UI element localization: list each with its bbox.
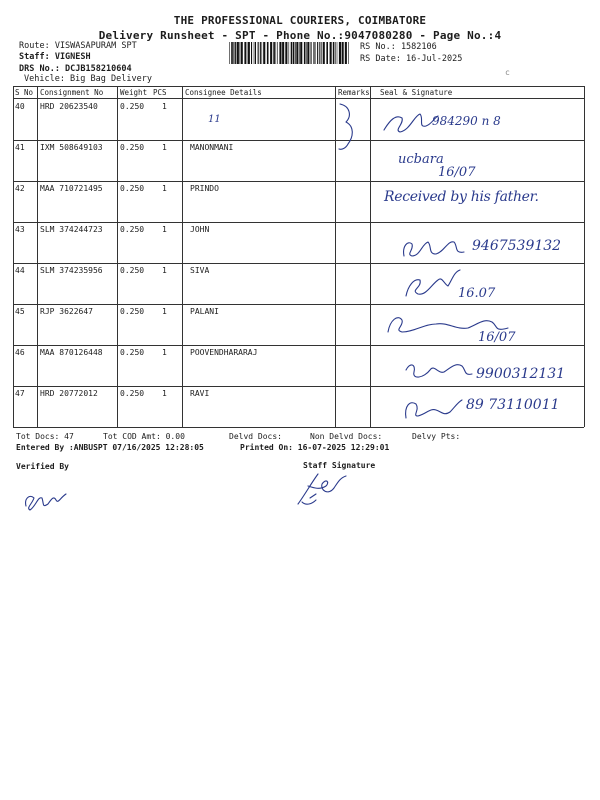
row-sno: 45 (15, 307, 25, 316)
staff-label: Staff: VIGNESH (19, 52, 91, 62)
barcode-bar (247, 42, 248, 64)
barcode-bar (260, 42, 261, 64)
remarks-brace-scribble (336, 100, 364, 152)
row-consignee: PALANI (190, 307, 219, 316)
barcode-bar (235, 42, 236, 64)
barcode-bar (307, 42, 309, 64)
barcode-bar (282, 42, 284, 64)
signature-scribble (398, 234, 468, 264)
vehicle-label: Vehicle: Big Bag Delivery (24, 74, 152, 84)
barcode-bar (279, 42, 281, 64)
col-header-sno: S No (15, 88, 34, 97)
barcode-bar (241, 42, 243, 64)
barcode-bar (277, 42, 278, 64)
col-rule (13, 86, 14, 427)
row-consignment: IXM 508649103 (40, 143, 103, 152)
col-header-pcs: PCS (153, 88, 167, 97)
row-consignee: JOHN (190, 225, 210, 234)
barcode-bar (339, 42, 341, 64)
handwritten-phone: 984290 n 8 (432, 114, 501, 128)
col-rule (182, 86, 183, 427)
barcode-bar (262, 42, 263, 64)
runsheet-subtitle: Delivery Runsheet - SPT - Phone No.:9047080280 - Page No.:4 (98, 29, 502, 42)
barcode-bar (251, 42, 252, 64)
barcode-bar (311, 42, 312, 64)
row-sno: 46 (15, 348, 25, 357)
row-consignee: SIVA (190, 266, 210, 275)
barcode-bar (289, 42, 290, 64)
col-header-consignee: Consignee Details (185, 88, 262, 97)
barcode-bar (254, 42, 255, 64)
col-rule (37, 86, 38, 427)
barcode-bar (326, 42, 328, 64)
row-weight: 0.250 (120, 102, 145, 111)
row-consignment: MAA 870126448 (40, 348, 103, 357)
handwritten-date: 16/07 (478, 330, 516, 345)
table-header-rule (13, 98, 584, 99)
row-consignee: MANONMANI (190, 143, 234, 152)
row-sno: 47 (15, 389, 25, 398)
stray-mark: c (505, 68, 510, 77)
col-header-seal-signature: Seal & Signature (380, 88, 453, 97)
row-sno: 44 (15, 266, 25, 275)
row-consignment: RJP 3622647 (40, 307, 93, 316)
col-header-remarks: Remarks (338, 88, 370, 97)
verifier-signature (20, 476, 70, 516)
barcode-bar (342, 42, 344, 64)
row-pcs: 1 (162, 143, 167, 152)
row-pcs: 1 (162, 389, 167, 398)
barcode-bar (306, 42, 307, 64)
barcode-bar (233, 42, 234, 64)
row-sno: 40 (15, 102, 25, 111)
row-divider (13, 345, 584, 346)
company-title: THE PROFESSIONAL COURIERS, COIMBATORE (173, 14, 427, 27)
signature-scribble (400, 352, 476, 384)
barcode-bar (333, 42, 335, 64)
barcode-bar (270, 42, 272, 64)
col-header-consignment: Consignment No (40, 88, 104, 97)
col-rule (117, 86, 118, 427)
row-weight: 0.250 (120, 266, 145, 275)
barcode-bar (248, 42, 250, 64)
handwritten-phone: 9900312131 (476, 366, 566, 382)
row-consignment: SLM 374235956 (40, 266, 103, 275)
row-sno: 43 (15, 225, 25, 234)
table-bottom-rule (13, 427, 584, 428)
delivered-docs: Delvd Docs: (229, 432, 282, 441)
barcode-bar (317, 42, 318, 64)
barcode-bar (300, 42, 302, 64)
signature-scribble (400, 394, 464, 424)
barcode-bar (240, 42, 241, 64)
barcode-bar (323, 42, 325, 64)
barcode-bar (299, 42, 300, 64)
barcode-bar (314, 42, 315, 64)
rs-date: RS Date: 16-Jul-2025 (360, 54, 463, 64)
barcode-bar (276, 42, 277, 64)
row-consignment: HRD 20623540 (40, 102, 98, 111)
barcode-bar (304, 42, 306, 64)
barcode-bar (267, 42, 269, 64)
delivery-points: Delvy Pts: (412, 432, 461, 441)
barcode-bar (335, 42, 336, 64)
drs-number: DRS No.: DCJB158210604 (19, 64, 132, 74)
table-top-rule (13, 86, 584, 87)
barcode-bar (231, 42, 233, 64)
barcode-bar (229, 42, 230, 64)
barcode-bar (263, 42, 265, 64)
row-pcs: 1 (162, 348, 167, 357)
row-divider (13, 222, 584, 223)
row-consignment: HRD 20772012 (40, 389, 98, 398)
row-pcs: 1 (162, 102, 167, 111)
handwritten-phone: 89 73110011 (466, 397, 560, 413)
row-weight: 0.250 (120, 143, 145, 152)
row-divider (13, 386, 584, 387)
barcode-bar (273, 42, 275, 64)
row-pcs: 1 (162, 225, 167, 234)
row-divider (13, 304, 584, 305)
handwritten-date: 16.07 (458, 286, 496, 301)
signature-scribble (380, 106, 440, 138)
row-pcs: 1 (162, 184, 167, 193)
staff-signature-label: Staff Signature (303, 461, 376, 470)
row-weight: 0.250 (120, 225, 145, 234)
barcode-bar (319, 42, 320, 64)
rs-number: RS No.: 1582106 (360, 42, 437, 52)
row-sno: 42 (15, 184, 25, 193)
total-cod-amount: Tot COD Amt: 0.00 (103, 432, 185, 441)
barcode-bar (345, 42, 347, 64)
row-sno: 41 (15, 143, 25, 152)
row-consignment: MAA 710721495 (40, 184, 103, 193)
row-pcs: 1 (162, 307, 167, 316)
row-weight: 0.250 (120, 348, 145, 357)
row-consignee: RAVI (190, 389, 210, 398)
barcode-bar (295, 42, 296, 64)
entered-by: Entered By :ANBUSPT 07/16/2025 12:28:05 (16, 443, 204, 452)
col-rule (370, 86, 371, 427)
row-pcs: 1 (162, 266, 167, 275)
col-header-weight: Weight (120, 88, 148, 97)
row-divider (13, 263, 584, 264)
barcode-bar (313, 42, 314, 64)
barcode-bar (285, 42, 287, 64)
row-divider (13, 181, 584, 182)
printed-on: Printed On: 16-07-2025 12:29:01 (240, 443, 390, 452)
handwritten-received-note: Received by his father. (384, 189, 539, 205)
handwritten-phone: 9467539132 (472, 238, 562, 254)
row-consignee: POOVENDHARARAJ (190, 348, 258, 357)
barcode-bar (293, 42, 294, 64)
route-label: Route: VISWASAPURAM SPT (19, 41, 137, 51)
handwritten-date: 16/07 (438, 165, 476, 180)
barcode-bar (321, 42, 322, 64)
barcode-bar (291, 42, 293, 64)
col-rule (584, 86, 585, 427)
barcode-bar (255, 42, 256, 64)
handwritten-name: ucbara (398, 152, 444, 167)
row-weight: 0.250 (120, 184, 145, 193)
row-consignee: PRINDO (190, 184, 219, 193)
barcode-bar (296, 42, 298, 64)
total-docs: Tot Docs: 47 (16, 432, 74, 441)
row-consignment: SLM 374244723 (40, 225, 103, 234)
barcode-bar (258, 42, 259, 64)
barcode-bar (330, 42, 332, 64)
row-weight: 0.250 (120, 389, 145, 398)
barcode-image (229, 42, 351, 64)
handwritten-mark: 11 (208, 114, 221, 125)
staff-signature (290, 468, 350, 510)
barcode-bar (348, 42, 349, 64)
barcode-bar (237, 42, 239, 64)
row-divider (13, 140, 584, 141)
barcode-bar (244, 42, 246, 64)
verified-by-label: Verified By (16, 462, 69, 471)
non-delivered-docs: Non Delvd Docs: (310, 432, 383, 441)
row-weight: 0.250 (120, 307, 145, 316)
barcode-bar (337, 42, 338, 64)
